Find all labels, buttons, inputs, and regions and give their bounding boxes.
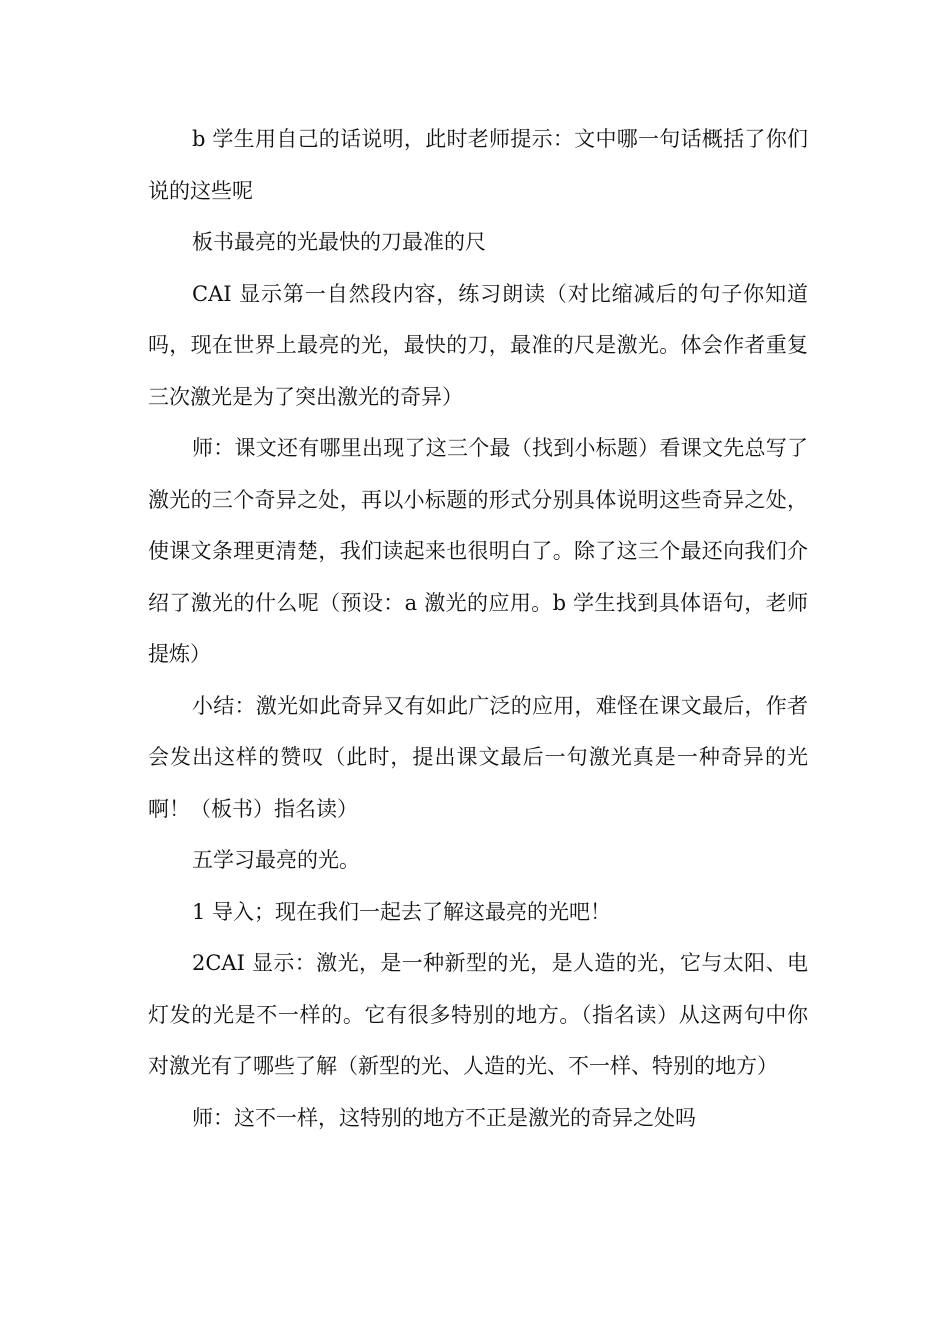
paragraph-6: 五学习最亮的光。 bbox=[192, 848, 360, 872]
paragraph-7: 1 导入；现在我们一起去了解这最亮的光吧！ bbox=[192, 899, 612, 924]
paragraph-4: 师：课文还有哪里出现了这三个最（找到小标题）看课文先总写了激光的三个奇异之处，再以小标题的形式分别具体说明这些奇异之处，使课文条理更清楚，我们读起来也很明白了。除了这三个最还向我们介绍了激光的什么呢（预设：a 激光的应用。b 学生找到具体语句，老师提炼） bbox=[148, 436, 808, 666]
paragraph-5: 小结：激光如此奇异又有如此广泛的应用，难怪在课文最后，作者会发出这样的赞叹（此时，提出课文最后一句激光真是一种奇异的光啊！（板书）指名读） bbox=[148, 693, 808, 821]
paragraph-1: b 学生用自己的话说明，此时老师提示：文中哪一句话概括了你们说的这些呢 bbox=[148, 127, 808, 203]
paragraph-3: CAI 显示第一自然段内容，练习朗读（对比缩减后的句子你知道吗，现在世界上最亮的光，最快的刀，最准的尺是激光。体会作者重复三次激光是为了突出激光的奇异） bbox=[148, 281, 808, 409]
paragraph-8: 2CAI 显示：激光，是一种新型的光，是人造的光，它与太阳、电灯发的光是不一样的。它有很多特别的地方。（指名读）从这两句中你对激光有了哪些了解（新型的光、人造的光、不一样、特别的地方） bbox=[148, 951, 808, 1078]
paragraph-2: 板书最亮的光最快的刀最准的尺 bbox=[192, 230, 486, 254]
paragraph-9: 师：这不一样，这特别的地方不正是激光的奇异之处吗 bbox=[192, 1105, 696, 1130]
document-body bbox=[148, 114, 808, 1144]
